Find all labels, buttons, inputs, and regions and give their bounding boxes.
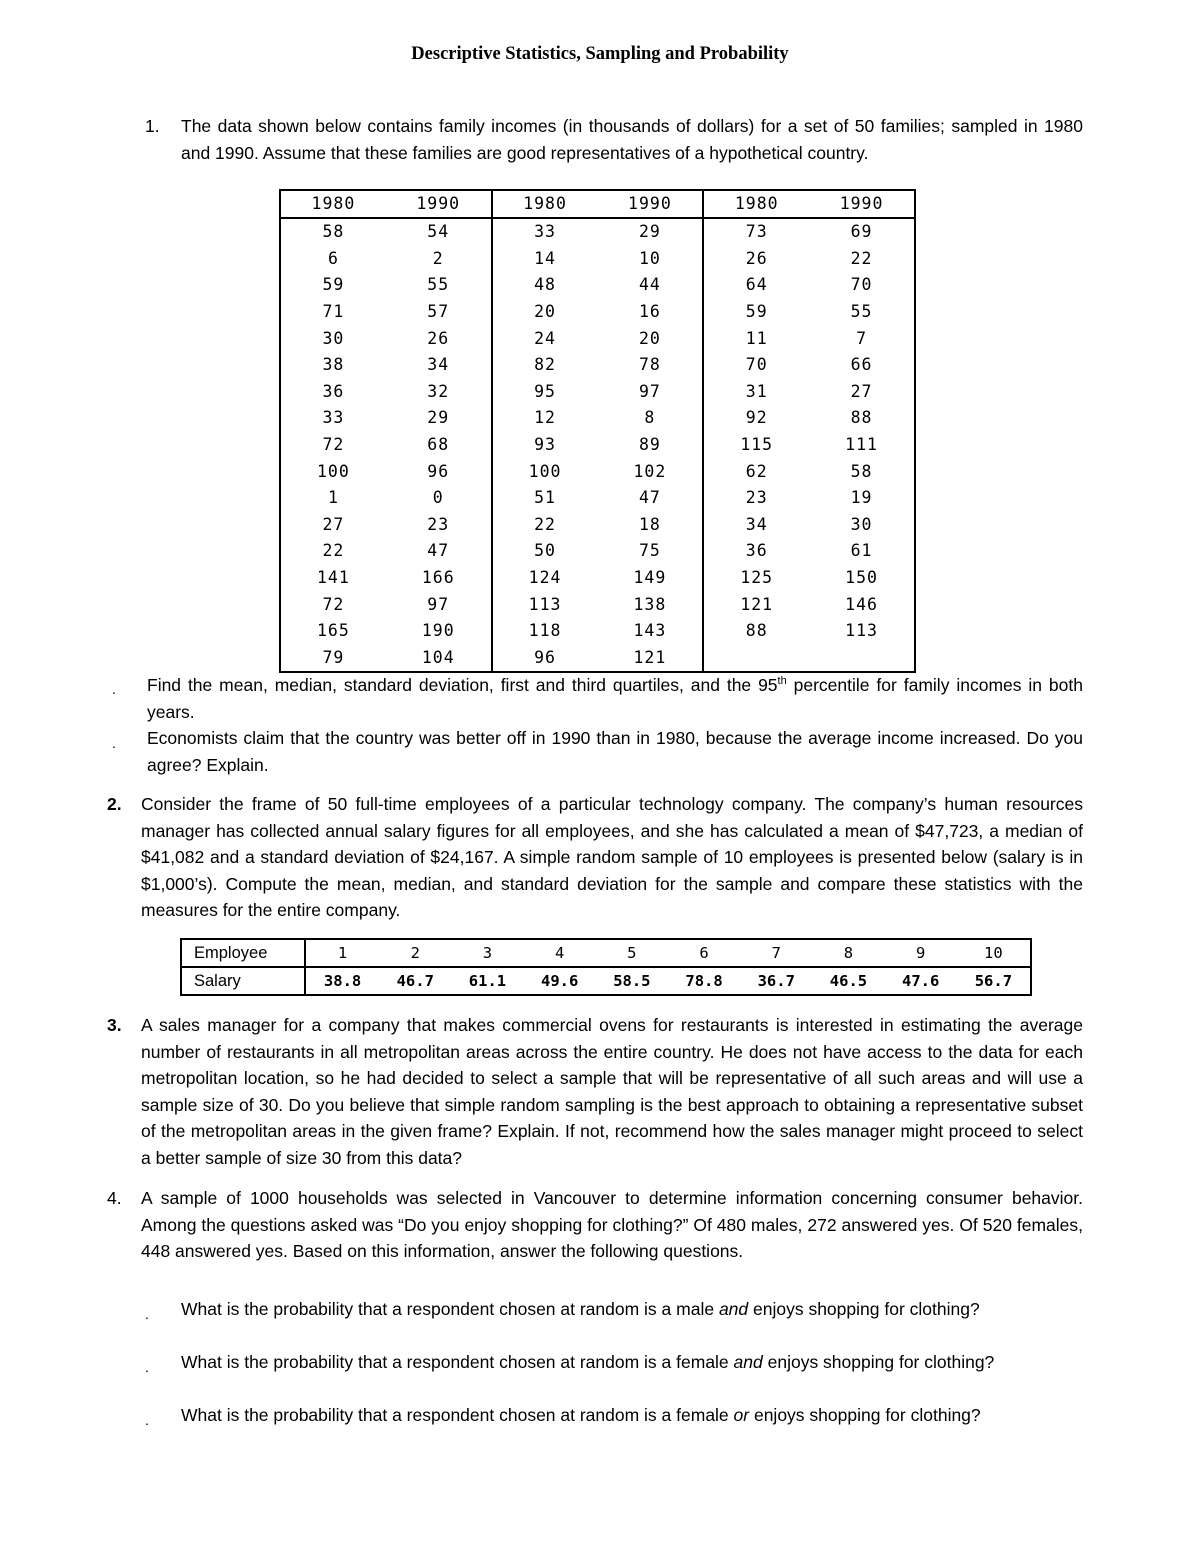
- income-cell: 38: [322, 355, 345, 375]
- income-cell: 166: [421, 568, 455, 588]
- income-table-row: [280, 272, 915, 299]
- q4-bullet-a-em: and: [718, 1299, 749, 1319]
- income-cell: 62: [703, 458, 809, 485]
- income-cell: 2: [432, 248, 444, 268]
- income-cell: 165: [317, 621, 350, 641]
- income-cell: 14: [492, 246, 598, 273]
- salary-label: Salary: [181, 967, 305, 995]
- income-cell: 82: [492, 352, 598, 379]
- income-cell: 113: [492, 591, 598, 618]
- q4-bullet-a: [181, 1296, 1083, 1323]
- income-cell: 50: [492, 538, 598, 565]
- income-cell: 16: [638, 302, 661, 322]
- income-table-row: [280, 565, 915, 592]
- income-table-body: [280, 218, 915, 672]
- income-table-row: [280, 379, 915, 406]
- employee-cell: 10: [957, 939, 1031, 967]
- employee-cell: 5: [596, 939, 668, 967]
- income-cell: 72: [322, 594, 345, 614]
- employee-cell: 3: [451, 939, 523, 967]
- q1-text: The data shown below contains family incomes (in thousands of dollars) for a set of 50 families; sampled in 1980 and 1990. Assume that these families are good representatives of a hypothetical country.: [181, 116, 1083, 163]
- income-cell: 33: [492, 218, 598, 246]
- income-cell: 146: [845, 594, 878, 614]
- salary-cell: 38.8: [323, 972, 362, 990]
- income-cell: 58: [322, 222, 345, 242]
- income-cell: 7: [856, 328, 868, 348]
- income-cell: 8: [644, 408, 656, 428]
- income-cell: 100: [317, 461, 350, 481]
- q4-bullet-b-em: and: [733, 1352, 763, 1372]
- income-table-row: [280, 246, 915, 273]
- income-cell: 88: [703, 618, 809, 645]
- employee-cell: 9: [885, 939, 957, 967]
- income-cell: 20: [492, 299, 598, 326]
- income-cell: 125: [703, 565, 809, 592]
- income-cell: 27: [850, 381, 873, 401]
- salary-cell: 61.1: [468, 972, 507, 990]
- income-cell: 149: [633, 568, 667, 588]
- income-table-row: [280, 645, 915, 673]
- income-cell: 59: [703, 299, 809, 326]
- salary-cell: 49.6: [540, 972, 579, 990]
- q3-text: A sales manager for a company that makes commercial ovens for restaurants is interested in estimating the average number of restaurants in all metropolitan areas across the entire country. He does not have access to the data for each metropolitan location, so he had decided to select a sample that will be representative of all such areas and will use a sample size of 30. Do you believe that simple random sampling is the best approach to obtaining a representative subset of the metropolitan areas in the given frame? Explain. If not, recommend how the sales manager might proceed to select a better sample of size 30 from this data?: [141, 1015, 1083, 1168]
- income-cell: 10: [638, 248, 661, 268]
- income-cell: 124: [492, 565, 598, 592]
- income-cell: 51: [492, 485, 598, 512]
- salary-cell: 56.7: [974, 972, 1013, 990]
- income-cell: 34: [703, 512, 809, 539]
- income-cell: 58: [850, 461, 873, 481]
- income-cell: 55: [427, 275, 450, 295]
- income-cell: 24: [492, 325, 598, 352]
- income-cell: 102: [633, 461, 667, 481]
- income-cell: 115: [703, 432, 809, 459]
- income-cell: 96: [492, 645, 598, 673]
- income-cell: 22: [492, 512, 598, 539]
- income-table-row: [280, 618, 915, 645]
- income-table-row: [280, 218, 915, 246]
- employee-cell: 4: [524, 939, 596, 967]
- income-table-header: [280, 190, 915, 218]
- salary-table-salary-row: [181, 967, 1031, 995]
- bullet-marker: .: [112, 681, 116, 697]
- income-cell: 143: [633, 621, 667, 641]
- income-cell: 36: [703, 538, 809, 565]
- employee-cell: 7: [740, 939, 812, 967]
- income-cell: 57: [427, 302, 450, 322]
- income-cell: 88: [850, 408, 873, 428]
- bullet-marker: .: [145, 1359, 149, 1375]
- bullet-marker: .: [112, 735, 116, 751]
- salary-cell: 47.6: [902, 972, 940, 990]
- q3-number: 3.: [107, 1015, 122, 1035]
- income-cell: [703, 645, 809, 673]
- income-cell: 18: [638, 514, 661, 534]
- income-table-row: [280, 485, 915, 512]
- income-cell: 55: [850, 302, 873, 322]
- income-cell: 89: [638, 435, 661, 455]
- bullet-marker: .: [145, 1306, 149, 1322]
- income-cell: 26: [427, 328, 450, 348]
- income-cell: 69: [850, 222, 873, 242]
- income-cell: 141: [317, 568, 350, 588]
- income-table-row: [280, 591, 915, 618]
- income-cell: 34: [427, 355, 450, 375]
- income-cell: 27: [322, 514, 345, 534]
- q4-bullet-a-text-end: enjoys shopping for clothing?: [748, 1299, 980, 1319]
- income-cell: 47: [427, 541, 450, 561]
- salary-cell: 46.7: [396, 972, 434, 990]
- income-cell: 100: [492, 458, 598, 485]
- income-cell: 19: [850, 488, 873, 508]
- income-cell: 118: [492, 618, 598, 645]
- income-cell: 79: [322, 647, 345, 667]
- employee-cell: 8: [812, 939, 884, 967]
- q1-number: 1.: [145, 116, 160, 136]
- salary-cell: 36.7: [757, 972, 795, 990]
- income-cell: 72: [322, 435, 345, 455]
- income-cell: 29: [427, 408, 450, 428]
- col-header: 1980: [492, 190, 598, 218]
- bullet-marker: .: [145, 1412, 149, 1428]
- income-cell: 20: [638, 328, 661, 348]
- income-cell: 61: [850, 541, 873, 561]
- income-cell: 97: [427, 594, 450, 614]
- q4-bullet-c-text-end: enjoys shopping for clothing?: [749, 1405, 981, 1425]
- income-cell: 113: [845, 621, 878, 641]
- income-cell: 30: [850, 514, 873, 534]
- income-cell: 104: [421, 647, 455, 667]
- income-cell: 29: [638, 222, 661, 242]
- income-table-row: [280, 299, 915, 326]
- income-table-row: [280, 352, 915, 379]
- income-cell: 59: [322, 275, 345, 295]
- income-cell: 22: [322, 541, 345, 561]
- income-table-row: [280, 405, 915, 432]
- income-cell: 48: [492, 272, 598, 299]
- income-cell: 92: [703, 405, 809, 432]
- income-cell: 26: [703, 246, 809, 273]
- page-title: Descriptive Statistics, Sampling and Probability: [411, 44, 789, 64]
- income-cell: 190: [421, 621, 455, 641]
- salary-table: [180, 938, 1032, 996]
- income-cell: 95: [492, 379, 598, 406]
- income-cell: 23: [703, 485, 809, 512]
- q4-number: 4.: [107, 1188, 122, 1208]
- q4-text: A sample of 1000 households was selected in Vancouver to determine information concerning consumer behavior. Among the questions asked was “Do you enjoy shopping for clothing?” Of 480 males, 272 answered yes. Of 520 females, 448 answered yes. Based on this information, answer the following questions.: [141, 1188, 1083, 1261]
- income-cell: 73: [703, 218, 809, 246]
- q4-bullet-c-text: What is the probability that a respondent chosen at random is a female: [181, 1405, 734, 1425]
- employee-cell: 1: [305, 939, 379, 967]
- income-cell: 66: [850, 355, 873, 375]
- income-cell: 93: [492, 432, 598, 459]
- q1-bullet-a-sup: th: [777, 675, 787, 688]
- income-cell: 22: [850, 248, 873, 268]
- income-cell: 47: [638, 488, 661, 508]
- q2-number: 2.: [107, 794, 122, 814]
- income-table-row: [280, 458, 915, 485]
- income-table-row: [280, 325, 915, 352]
- income-cell: 97: [638, 381, 661, 401]
- col-header: 1990: [386, 190, 492, 218]
- col-header: 1980: [280, 190, 386, 218]
- q4-bullet-c-em: or: [733, 1405, 750, 1425]
- income-cell: 68: [427, 435, 450, 455]
- income-cell: 70: [850, 275, 873, 295]
- income-cell: 64: [703, 272, 809, 299]
- q1-bullet-b: Economists claim that the country was better off in 1990 than in 1980, because the average income increased. Do you agree? Explain.: [147, 728, 1083, 775]
- employee-cell: 6: [668, 939, 740, 967]
- income-table-row: [280, 512, 915, 539]
- income-cell: 32: [427, 381, 450, 401]
- income-cell: 30: [322, 328, 345, 348]
- q1-bullet-a-text-end: percentile for family incomes in both years.: [147, 675, 1083, 722]
- income-cell: 138: [633, 594, 667, 614]
- income-table-row: [280, 432, 915, 459]
- income-cell: 6: [327, 248, 339, 268]
- q1-bullet-a-text: Find the mean, median, standard deviation, first and third quartiles, and the 95: [147, 675, 778, 695]
- income-cell: 96: [427, 461, 450, 481]
- q4-bullet-b-text-end: enjoys shopping for clothing?: [762, 1352, 995, 1372]
- employee-label: Employee: [181, 939, 305, 967]
- employee-cell: 2: [379, 939, 451, 967]
- income-cell: 44: [638, 275, 661, 295]
- income-cell: 0: [432, 488, 444, 508]
- income-cell: 121: [703, 591, 809, 618]
- income-cell: 75: [638, 541, 661, 561]
- income-cell: 111: [845, 435, 878, 455]
- q4-bullet-b-text: What is the probability that a respondent chosen at random is a female: [181, 1352, 734, 1372]
- q4-bullet-b: [181, 1349, 1083, 1376]
- income-cell: 71: [322, 302, 345, 322]
- salary-cell: 78.8: [685, 972, 723, 990]
- income-cell: 12: [492, 405, 598, 432]
- income-cell: 11: [703, 325, 809, 352]
- income-cell: 33: [322, 408, 345, 428]
- salary-cell: 58.5: [613, 972, 651, 990]
- income-cell: 54: [427, 222, 450, 242]
- income-cell: 121: [633, 647, 667, 667]
- income-cell: 23: [427, 514, 450, 534]
- col-header: 1990: [809, 190, 915, 218]
- income-cell: 36: [322, 381, 345, 401]
- income-cell: 1: [327, 488, 339, 508]
- income-cell: [809, 645, 915, 673]
- income-cell: 31: [703, 379, 809, 406]
- col-header: 1990: [597, 190, 703, 218]
- income-cell: 150: [845, 568, 878, 588]
- income-cell: 78: [638, 355, 661, 375]
- q4-bullet-a-text: What is the probability that a respondent chosen at random is a male: [181, 1299, 719, 1319]
- q4-bullet-c: [181, 1402, 1083, 1429]
- income-table: [279, 189, 916, 673]
- salary-table-employee-row: [181, 939, 1031, 967]
- income-table-row: [280, 538, 915, 565]
- income-cell: 70: [703, 352, 809, 379]
- col-header: 1980: [703, 190, 809, 218]
- q1-bullet-a: [147, 672, 1083, 725]
- q2-text: Consider the frame of 50 full-time employees of a particular technology company. The company’s human resources manager has collected annual salary figures for all employees, and she has calculated a mean of $47,723, a median of $41,082 and a standard deviation of $24,167. A simple random sample of 10 employees is presented below (salary is in $1,000’s). Compute the mean, median, and standard deviation for the sample and compare these statistics with the measures for the entire company.: [141, 794, 1083, 920]
- salary-cell: 46.5: [829, 972, 868, 990]
